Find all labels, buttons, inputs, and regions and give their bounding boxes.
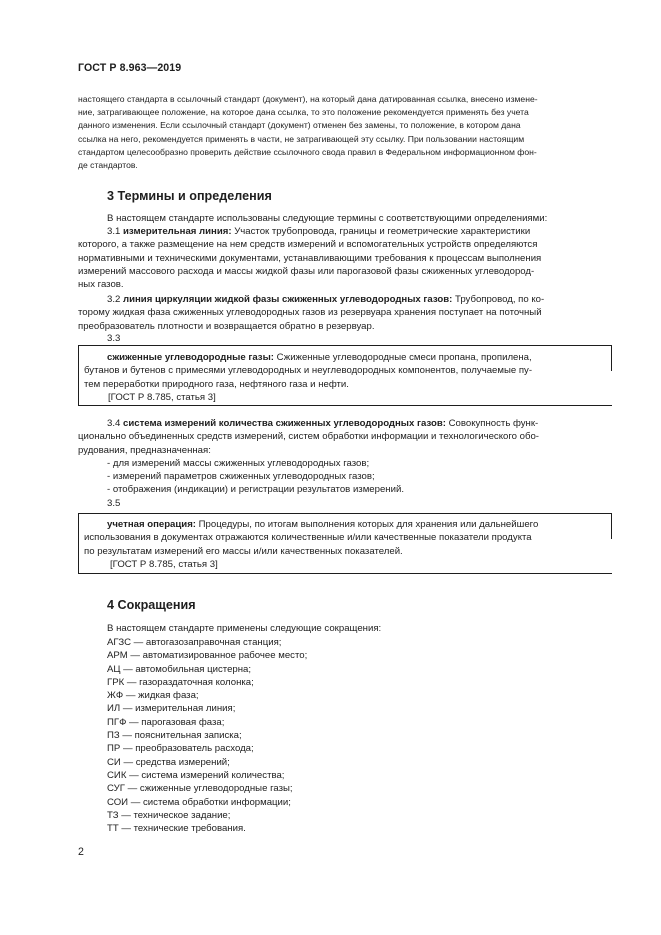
term-3-3-text bbox=[84, 351, 610, 404]
list-item: ТТ — технические требования. bbox=[107, 823, 246, 835]
list-item: СИ — средства измерений; bbox=[107, 756, 230, 768]
section-3-title: 3 Термины и определения bbox=[107, 189, 272, 203]
page-number: 2 bbox=[78, 846, 84, 858]
text-line: преобразователь плотности и возвращается обратно в резервуар. bbox=[78, 320, 375, 332]
term-reference: [ГОСТ Р 8.785, статья 3] bbox=[108, 391, 216, 403]
list-item: СУГ — сжиженные углеводородные газы; bbox=[107, 783, 293, 795]
list-item: - отображения (индикации) и регистрации результатов измерений. bbox=[107, 484, 404, 496]
text-line: которого, а также размещение на нем средств измерений и вспомогательных устройств определяются bbox=[78, 239, 538, 251]
list-item: АЦ — автомобильная цистерна; bbox=[107, 663, 252, 675]
term-3-2 bbox=[78, 293, 612, 333]
text-line: де стандартов. bbox=[78, 160, 138, 171]
text-line: тем переработки природного газа, нефтяного газа и нефти. bbox=[84, 378, 349, 390]
text-line: рудования, предназначенная: bbox=[78, 444, 211, 456]
text-line: Участок трубопровода, границы и геометрические характеристики bbox=[231, 226, 531, 237]
intro-paragraph bbox=[78, 93, 612, 172]
list-item: - измерений параметров сжиженных углеводородных газов; bbox=[107, 471, 375, 483]
document-header: ГОСТ Р 8.963—2019 bbox=[78, 62, 182, 74]
term-3-1 bbox=[78, 225, 612, 291]
list-item: - для измерений массы сжиженных углеводородных газов; bbox=[107, 457, 370, 469]
list-item: ГРК — газораздаточная колонка; bbox=[107, 676, 254, 688]
term-name: измерительная линия: bbox=[123, 226, 232, 237]
term-3-4 bbox=[78, 417, 612, 497]
list-item: ПР — преобразователь расхода; bbox=[107, 743, 254, 755]
list-item: СИК — система измерений количества; bbox=[107, 769, 285, 781]
list-item: ТЗ — техническое задание; bbox=[107, 809, 231, 821]
list-item: ПЗ — пояснительная записка; bbox=[107, 730, 242, 742]
term-3-5-box bbox=[78, 513, 612, 574]
term-3-5-number: 3.5 bbox=[107, 498, 121, 509]
text-line: нормативными и техническими документами, устанавливающими требования к процессам выполнения bbox=[78, 252, 542, 264]
text-line: торому жидкая фаза сжиженных углеводородных газов из резервуара хранения поступает на поточный bbox=[78, 307, 542, 319]
abbreviation-list bbox=[107, 636, 307, 835]
list-item: СОИ — система обработки информации; bbox=[107, 796, 291, 808]
term-3-5-text bbox=[84, 518, 610, 571]
text-line: использования в документах отражаются количественные и/или качественные показатели продукта bbox=[84, 532, 532, 544]
text-line: Совокупность функ- bbox=[445, 418, 539, 429]
text-line: Процедуры, по итогам выполнения которых для хранения или дальнейшего bbox=[195, 519, 539, 530]
text-line: ние, затрагивающее положение, на которое дана ссылка, то это положение рекомендуется применять без учета bbox=[78, 107, 529, 118]
term-3-3-box bbox=[78, 345, 612, 406]
list-item: ИЛ — измерительная линия; bbox=[107, 703, 236, 715]
text-line: измерений массового расхода и массы жидкой фазы или парогазовой фазы сжиженных углеводород- bbox=[78, 265, 535, 277]
box-left-border bbox=[78, 346, 79, 405]
list-item: АГЗС — автогазозаправочная станция; bbox=[107, 637, 282, 648]
term-name: система измерений количества сжиженных углеводородных газов: bbox=[123, 418, 446, 429]
section-4-lead: В настоящем стандарте применены следующие сокращения: bbox=[107, 623, 382, 634]
section-3-lead: В настоящем стандарте использованы следующие термины с соответствующими определениями: bbox=[107, 213, 548, 224]
term-number: 3.1 bbox=[107, 226, 121, 237]
term-3-3-number: 3.3 bbox=[107, 333, 121, 344]
term-number: 3.4 bbox=[107, 418, 121, 429]
text-line: ссылка на него, рекомендуется применять в части, не затрагивающей эту ссылку. При пользовании настоящим bbox=[78, 133, 525, 144]
box-right-border bbox=[611, 346, 612, 371]
text-line: настоящего стандарта в ссылочный стандарт (документ), на который дана датированная ссылка, внесено измене- bbox=[78, 94, 538, 104]
term-name: сжиженные углеводородные газы: bbox=[107, 352, 274, 363]
text-line: бутанов и бутенов с примесями углеводородных и неуглеводородных компонентов, получаемые пу- bbox=[84, 365, 533, 377]
term-name: учетная операция: bbox=[107, 519, 196, 530]
text-line: ных газов. bbox=[78, 279, 124, 291]
text-line: Сжиженные углеводородные смеси пропана, пропилена, bbox=[273, 352, 532, 363]
list-item: ПГФ — парогазовая фаза; bbox=[107, 716, 225, 728]
text-line: по результатам измерений его массы и/или качественных показателей. bbox=[84, 545, 403, 557]
term-reference: [ГОСТ Р 8.785, статья 3] bbox=[110, 558, 218, 570]
text-line: ционально объединенных средств измерений, систем обработки информации и технологического обо- bbox=[78, 431, 539, 443]
list-item: АРМ — автоматизированное рабочее место; bbox=[107, 650, 308, 662]
box-right-border bbox=[611, 514, 612, 539]
section-4-title: 4 Сокращения bbox=[107, 598, 196, 612]
list-item: ЖФ — жидкая фаза; bbox=[107, 690, 199, 702]
text-line: стандартом целесообразно проверить действие ссылочного свода правил в Федеральном информационном фон- bbox=[78, 146, 537, 157]
text-line: данного изменения. Если ссылочный стандарт (документ) отменен без замены, то положение, в котором дана bbox=[78, 120, 521, 131]
box-left-border bbox=[78, 514, 79, 573]
text-line: Трубопровод, по ко- bbox=[452, 294, 545, 305]
term-number: 3.2 bbox=[107, 294, 121, 305]
term-name: линия циркуляции жидкой фазы сжиженных углеводородных газов: bbox=[123, 294, 453, 305]
